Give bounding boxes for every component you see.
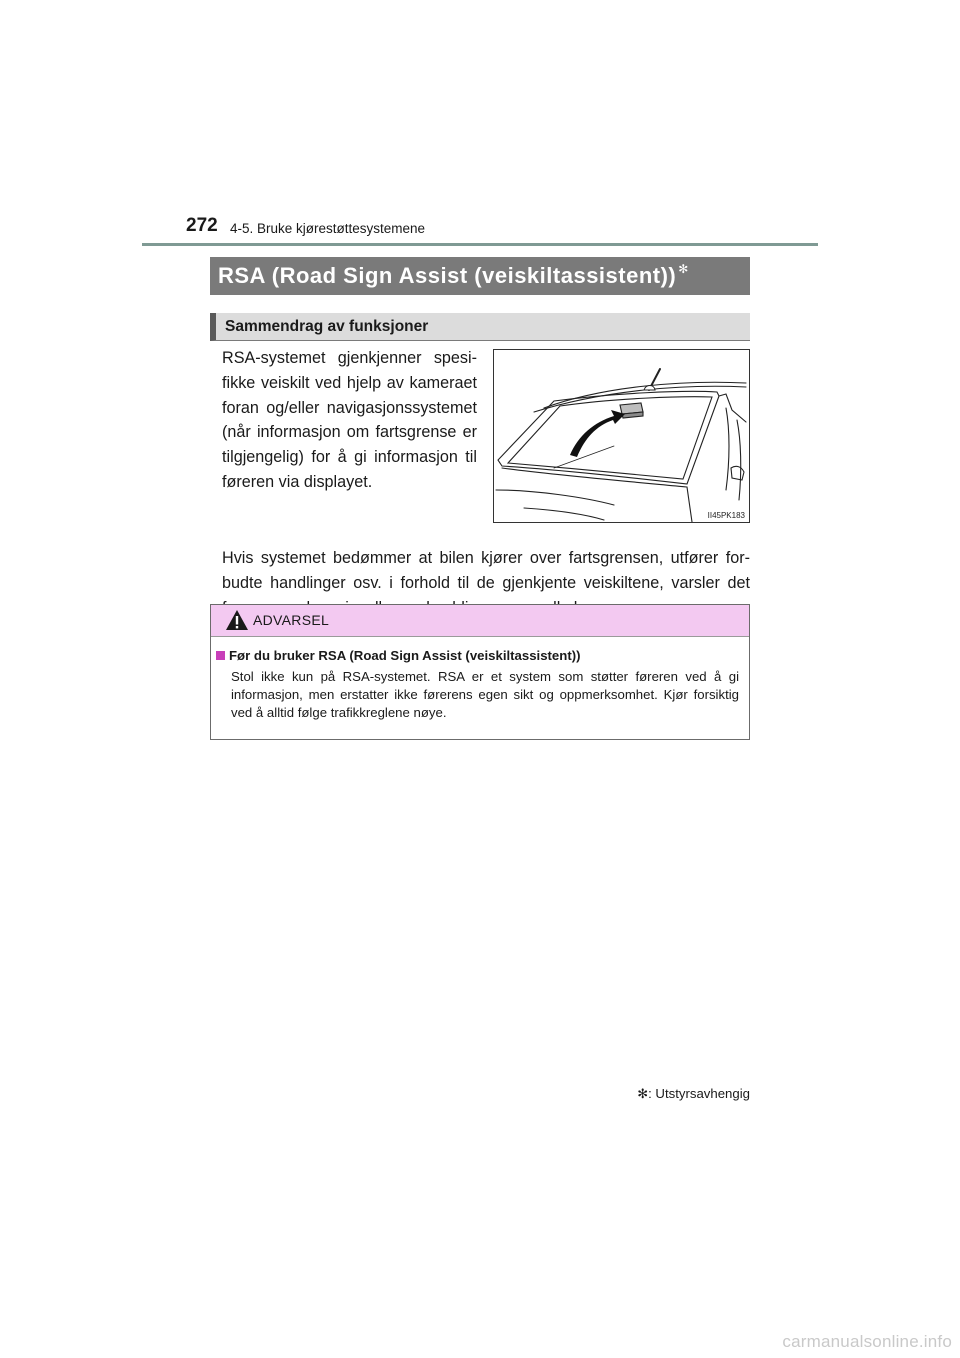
figure-code: II45PK183 — [707, 511, 745, 520]
intro-paragraph: RSA-systemet gjenkjenner spesifikke veiskilt ved hjelp av kameraet foran og/eller navigasjonssystemet (når informasjon om fartsgrense er tilgjengelig) for å gi informasjon til føreren via displayet. — [222, 349, 477, 491]
subsection-title: Sammendrag av funksjoner — [210, 313, 750, 341]
warning-header — [211, 605, 749, 637]
header-divider — [142, 243, 818, 246]
page-title-text: RSA (Road Sign Assist (veiskiltassistent)) — [218, 263, 677, 288]
footnote-marker: ✻ — [637, 1086, 649, 1101]
warning-heading: Før du bruker RSA (Road Sign Assist (veiskiltassistent)) — [229, 648, 581, 663]
page-number: 272 — [186, 215, 218, 236]
warning-bullet-icon — [216, 651, 225, 660]
arrow-to-camera — [570, 410, 625, 457]
page-title — [210, 257, 750, 295]
footnote-text: : Utstyrsavhengig — [648, 1086, 750, 1101]
watermark: carmanualsonline.info — [782, 1332, 952, 1351]
body-paragraph: Hvis systemet bedømmer at bilen kjører over fartsgrensen, utfører forbudte handlinger osv. i forhold til de gjenkjente veiskiltene, varsler det — [222, 549, 750, 592]
section-title: 4-5. Bruke kjørestøttesystemene — [230, 221, 426, 236]
warning-triangle-icon — [225, 609, 249, 631]
footnote — [637, 1086, 750, 1102]
warning-box — [210, 604, 750, 740]
windshield-camera-illustration — [493, 349, 750, 523]
warning-text: Stol ikke kun på RSA-systemet. RSA er et system som støtter føreren ved å gi informasjon, men erstatter ikke førerens egen sikt og oppmerksomhet. Kjør forsiktig ved å alltid følge trafikkreglene nøye. — [231, 669, 739, 720]
warning-label: ADVARSEL — [253, 612, 330, 628]
equipment-marker: ✻ — [678, 262, 689, 276]
windshield-camera-drawing — [494, 350, 749, 522]
